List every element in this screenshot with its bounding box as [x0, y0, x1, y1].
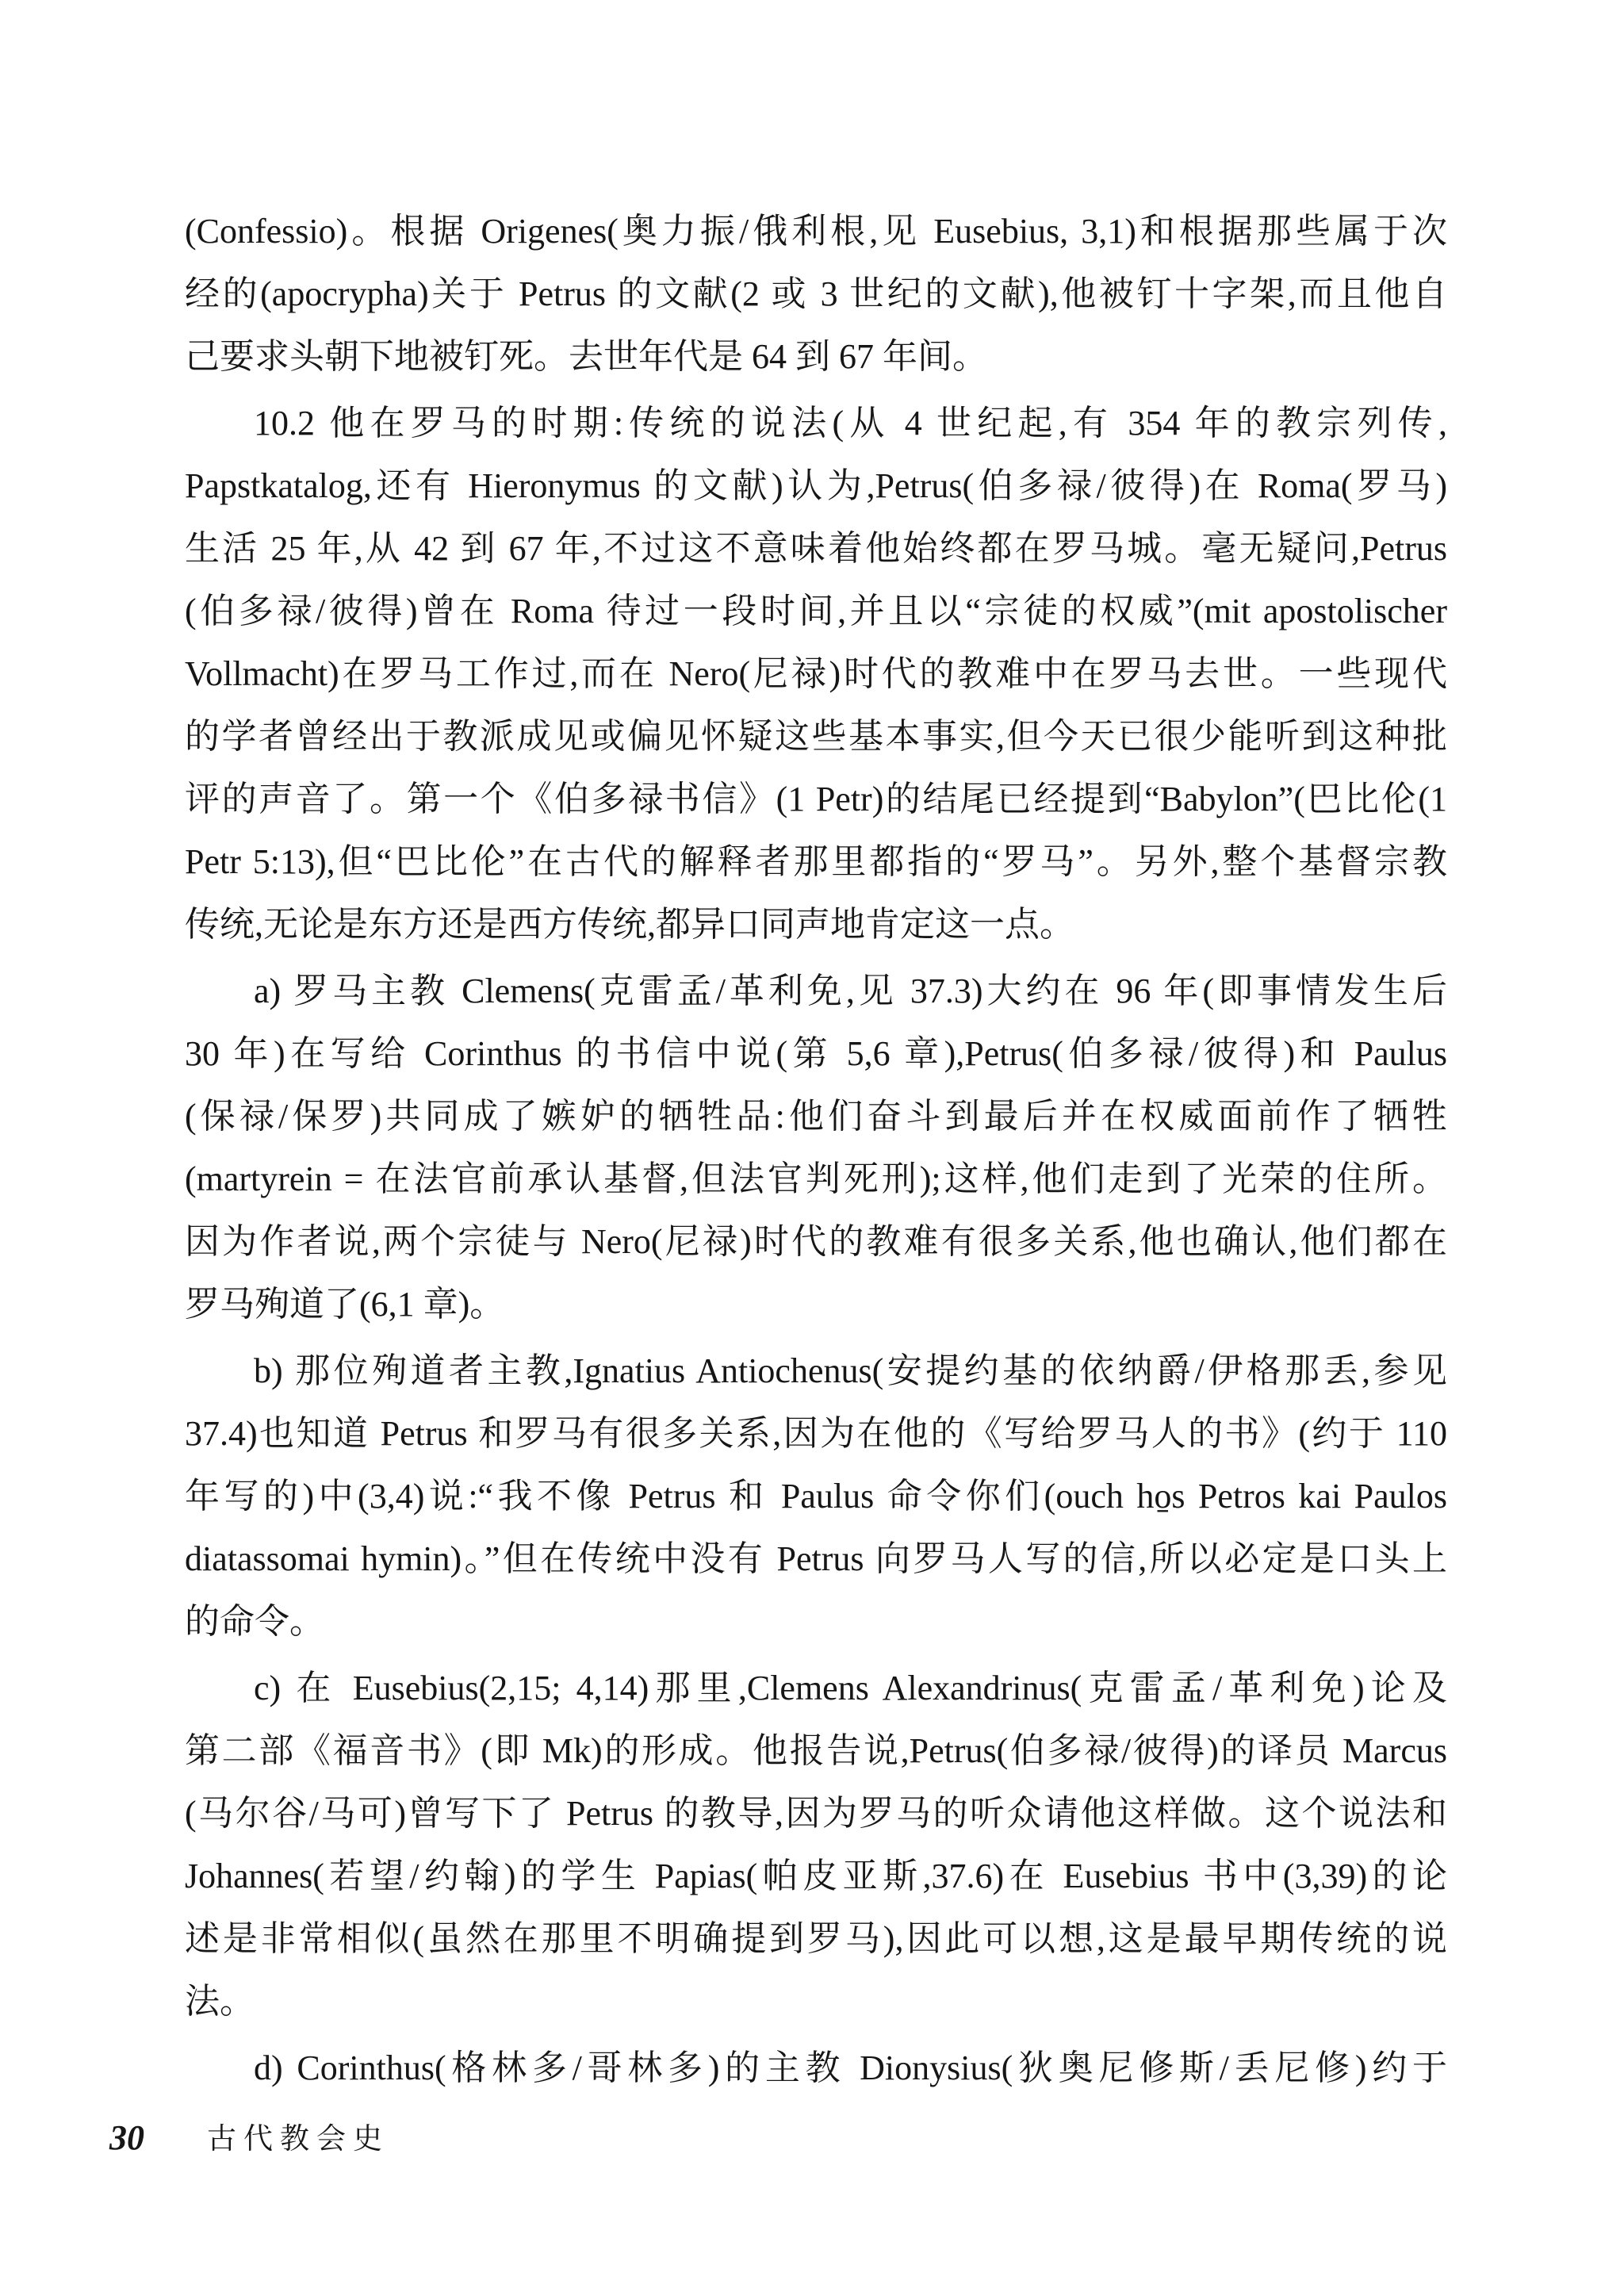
paragraph-d [185, 2037, 1447, 2099]
page-body-text [185, 200, 1447, 2099]
text-line: 法。 [185, 1982, 255, 2021]
paragraph-b [185, 1339, 1447, 1653]
text-line: c) 在 Eusebius(2,15; 4,14)那里,Clemens Alexandrinus(克雷孟/革利免)论及 [254, 1669, 1447, 1707]
text-line: 10.2 他在罗马的时期:传统的说法(从 4 世纪起,有 354 年的教宗列传, [254, 404, 1447, 443]
paragraph-a [185, 960, 1447, 1336]
text-line: Johannes(若望/约翰)的学生 Papias(帕皮亚斯,37.6)在 Eusebius 书中(3,39)的论 [185, 1857, 1447, 1895]
text-line: (Confessio)。根据 Origenes(奥力振/俄利根,见 Eusebius, 3,1)和根据那些属于次 [185, 212, 1447, 251]
text-line: b) 那位殉道者主教,Ignatius Antiochenus(安提约基的依纳爵/伊格那丢,参见 [254, 1351, 1447, 1390]
text-line: (保禄/保罗)共同成了嫉妒的牺牲品:他们奋斗到最后并在权威面前作了牺牲 [185, 1097, 1447, 1136]
text-line: 罗马殉道了(6,1 章)。 [185, 1285, 505, 1324]
text-line: Petr 5:13),但“巴比伦”在古代的解释者那里都指的“罗马”。另外,整个基督宗教 [185, 842, 1447, 881]
text-line: 第二部《福音书》(即 Mk)的形成。他报告说,Petrus(伯多禄/彼得)的译员 Marcus [185, 1731, 1447, 1770]
text-line: 的学者曾经出于教派成见或偏见怀疑这些基本事实,但今天已很少能听到这种批 [185, 717, 1447, 756]
text-line: 述是非常相似(虽然在那里不明确提到罗马),因此可以想,这是最早期传统的说 [185, 1919, 1447, 1958]
text-line: Papstkatalog,还有 Hieronymus 的文献)认为,Petrus(伯多禄/彼得)在 Roma(罗马) [185, 466, 1447, 505]
text-line: 传统,无论是东方还是西方传统,都异口同声地肯定这一点。 [185, 905, 1074, 944]
text-line: 年写的)中(3,4)说:“我不像 Petrus 和 Paulus 命令你们(ouch ho̱s Petros kai Paulos [185, 1477, 1447, 1516]
text-line: 30 年)在写给 Corinthus 的书信中说(第 5,6 章),Petrus(伯多禄/彼得)和 Paulus [185, 1034, 1447, 1073]
text-line: a) 罗马主教 Clemens(克雷孟/革利免,见 37.3)大约在 96 年(即事情发生后 [254, 971, 1447, 1010]
text-line: 经的(apocrypha)关于 Petrus 的文献(2 或 3 世纪的文献),他被钉十字架,而且他自 [185, 274, 1447, 313]
page-number: 30 [109, 2118, 144, 2157]
text-line: diatassomai hymin)。”但在传统中没有 Petrus 向罗马人写的信,所以必定是口头上 [185, 1539, 1447, 1578]
text-line: d) Corinthus(格林多/哥林多)的主教 Dionysius(狄奥尼修斯/丢尼修)约于 [254, 2048, 1447, 2087]
text-line: Vollmacht)在罗马工作过,而在 Nero(尼禄)时代的教难中在罗马去世。一些现代 [185, 654, 1447, 693]
text-line: 评的声音了。第一个《伯多禄书信》(1 Petr)的结尾已经提到“Babylon”(巴比伦(1 [185, 780, 1447, 818]
text-line: 因为作者说,两个宗徒与 Nero(尼禄)时代的教难有很多关系,他也确认,他们都在 [185, 1222, 1447, 1261]
paragraph-c [185, 1657, 1447, 2033]
text-line: 37.4)也知道 Petrus 和罗马有很多关系,因为在他的《写给罗马人的书》(约于 110 [185, 1414, 1447, 1453]
running-footer-book-title: 古代教会史 [207, 2123, 389, 2156]
text-line: (伯多禄/彼得)曾在 Roma 待过一段时间,并且以“宗徒的权威”(mit apostolischer [185, 592, 1447, 630]
text-line: (martyrein = 在法官前承认基督,但法官判死刑);这样,他们走到了光荣的住所。 [185, 1159, 1447, 1198]
text-line: (马尔谷/马可)曾写下了 Petrus 的教导,因为罗马的听众请他这样做。这个说法和 [185, 1794, 1447, 1833]
text-line: 的命令。 [185, 1602, 324, 1641]
text-line: 己要求头朝下地被钉死。去世年代是 64 到 67 年间。 [185, 337, 987, 376]
paragraph-confessio [185, 200, 1447, 388]
text-line: 生活 25 年,从 42 到 67 年,不过这不意味着他始终都在罗马城。毫无疑问,Petrus [185, 529, 1447, 568]
paragraph-10-2 [185, 392, 1447, 956]
